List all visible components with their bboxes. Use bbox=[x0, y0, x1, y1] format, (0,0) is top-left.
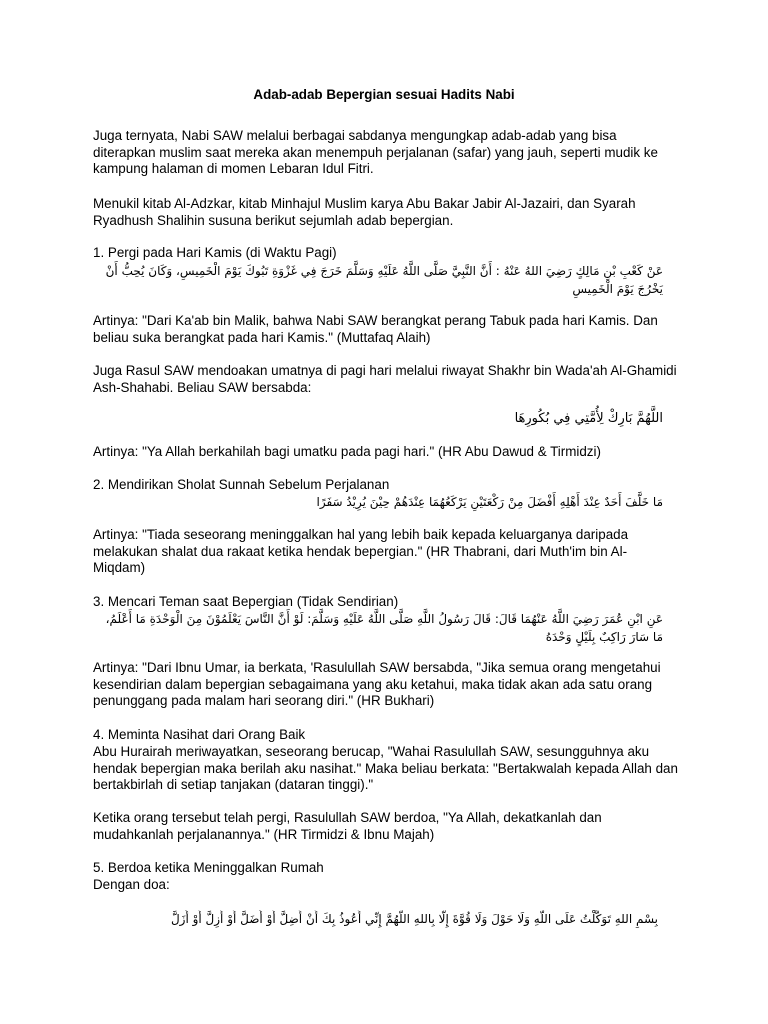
section-2-arabic: مَا خَلَّفَ أَحَدٌ عِنْدَ أَهْلِهِ أَفْضَلَ مِنْ رَكْعَتَيْنِ يَرْكَعُهُمَا عِنْدَهُمْ حِيْنَ يُرِيْدُ سَفَرًا bbox=[316, 495, 663, 509]
section-4-body: Abu Hurairah meriwayatkan, seseorang berucap, "Wahai Rasulullah SAW, sesungguhnya aku hendak bepergian maka berilah aku nasihat." Maka beliau berkata: "Bertakwalah kepada Allah dan bertakbirlah di setiap tanjakan (dataran tinggi)." bbox=[93, 744, 678, 793]
section-3-heading: 3. Mencari Teman saat Bepergian (Tidak Sendirian) bbox=[93, 594, 399, 609]
section-2-translation: Artinya: "Tiada seseorang meninggalkan hal yang lebih baik kepada keluarganya daripada melakukan shalat dua rakaat ketika hendak bepergian." (HR Thabrani, dari Muth'im bin Al-Miqdam) bbox=[93, 527, 629, 576]
section-1-translation: Artinya: "Dari Ka'ab bin Malik, bahwa Nabi SAW berangkat perang Tabuk pada hari Kamis. Dan beliau suka berangkat pada hari Kamis." (Muttafaq Alaih) bbox=[93, 313, 658, 345]
section-1-arabic: عَنْ كَعْبِ بْنِ مَالِكٍ رَضِيَ اللهُ عَنْهُ : أَنَّ النَّبِيَّ صَلَّى اللَّهُ عَلَيْهِ وَسَلَّمَ خَرَجَ فِي غَزْوَةِ تَبُوكَ يَوْمَ الْخَمِيسِ، وَكَانَ يُحِبُّ أَنْ يَخْرُجَ يَوْمَ الْخَمِيسِ bbox=[105, 264, 663, 296]
section-3-translation: Artinya: "Dari Ibnu Umar, ia berkata, 'Rasulullah SAW bersabda, "Jika semua orang mengetahui kesendirian dalam bepergian sebagaimana yang aku ketahui, maka tidak akan ada satu orang penunggang pada malam hari seorang diri." (HR Bukhari) bbox=[93, 660, 661, 709]
section-1-heading: 1. Pergi pada Hari Kamis (di Waktu Pagi) bbox=[93, 245, 337, 260]
section-1-extra: Juga Rasul SAW mendoakan umatnya di pagi hari melalui riwayat Shakhr bin Wada'ah Al-Ghamidi Ash-Shahabi. Beliau SAW bersabda: bbox=[93, 363, 677, 395]
section-2-heading: 2. Mendirikan Sholat Sunnah Sebelum Perjalanan bbox=[93, 477, 390, 492]
document-title: Adab-adab Bepergian sesuai Hadits Nabi bbox=[253, 87, 515, 102]
section-3-arabic: عَنِ ابْنِ عُمَرَ رَضِيَ اللَّهُ عَنْهُمَا قَالَ: قَالَ رَسُولُ اللَّهِ صَلَّى اللَّهُ عَلَيْهِ وَسَلَّمَ: لَوْ أَنَّ النَّاسَ يَعْلَمُوْنَ مِنَ الْوَحْدَةِ مَا أَعْلَمُ، مَا سَارَ رَاكِبٌ بِلَيْلٍ وَحْدَهُ bbox=[105, 612, 663, 644]
section-5-sub: Dengan doa: bbox=[93, 877, 170, 892]
section-1-translation-2: Artinya: "Ya Allah berkahilah bagi umatku pada pagi hari." (HR Abu Dawud & Tirmidzi) bbox=[93, 444, 601, 459]
section-4-extra: Ketika orang tersebut telah pergi, Rasulullah SAW berdoa, "Ya Allah, dekatkanlah dan mudahkanlah perjalanannya." (HR Tirmidzi & Ibnu Majah) bbox=[93, 810, 602, 842]
intro-paragraph-2: Menukil kitab Al-Adzkar, kitab Minhajul Muslim karya Abu Bakar Jabir Al-Jazairi, dan Syarah Ryadhush Shalihin susuna berikut sejumlah adab bepergian. bbox=[93, 196, 636, 228]
section-5-heading: 5. Berdoa ketika Meninggalkan Rumah bbox=[93, 860, 324, 875]
section-5-arabic: بِسْمِ اللهِ تَوَكَّلْتُ عَلَى اللَّهِ وَلَا حَوْلَ وَلَا قُوَّةَ إِلَّا بِاللهِ اللَّهُمَّ إِنِّي أَعُوذُ بِكَ أَنْ أَضِلَّ أَوْ أُضَلَّ أَوْ أَزِلَّ أَوْ أُزَلَّ bbox=[170, 912, 658, 926]
intro-paragraph-1: Juga ternyata, Nabi SAW melalui berbagai sabdanya mengungkap adab-adab yang bisa diterapkan muslim saat mereka akan menempuh perjalanan (safar) yang jauh, seperti mudik ke kampung halaman di momen Lebaran Idul Fitri. bbox=[93, 128, 658, 177]
section-4-heading: 4. Meminta Nasihat dari Orang Baik bbox=[93, 727, 306, 742]
section-1-arabic-2: اللَّهُمَّ بَارِكْ لِأُمَّتِي فِي بُكُورِهَا bbox=[514, 411, 663, 426]
